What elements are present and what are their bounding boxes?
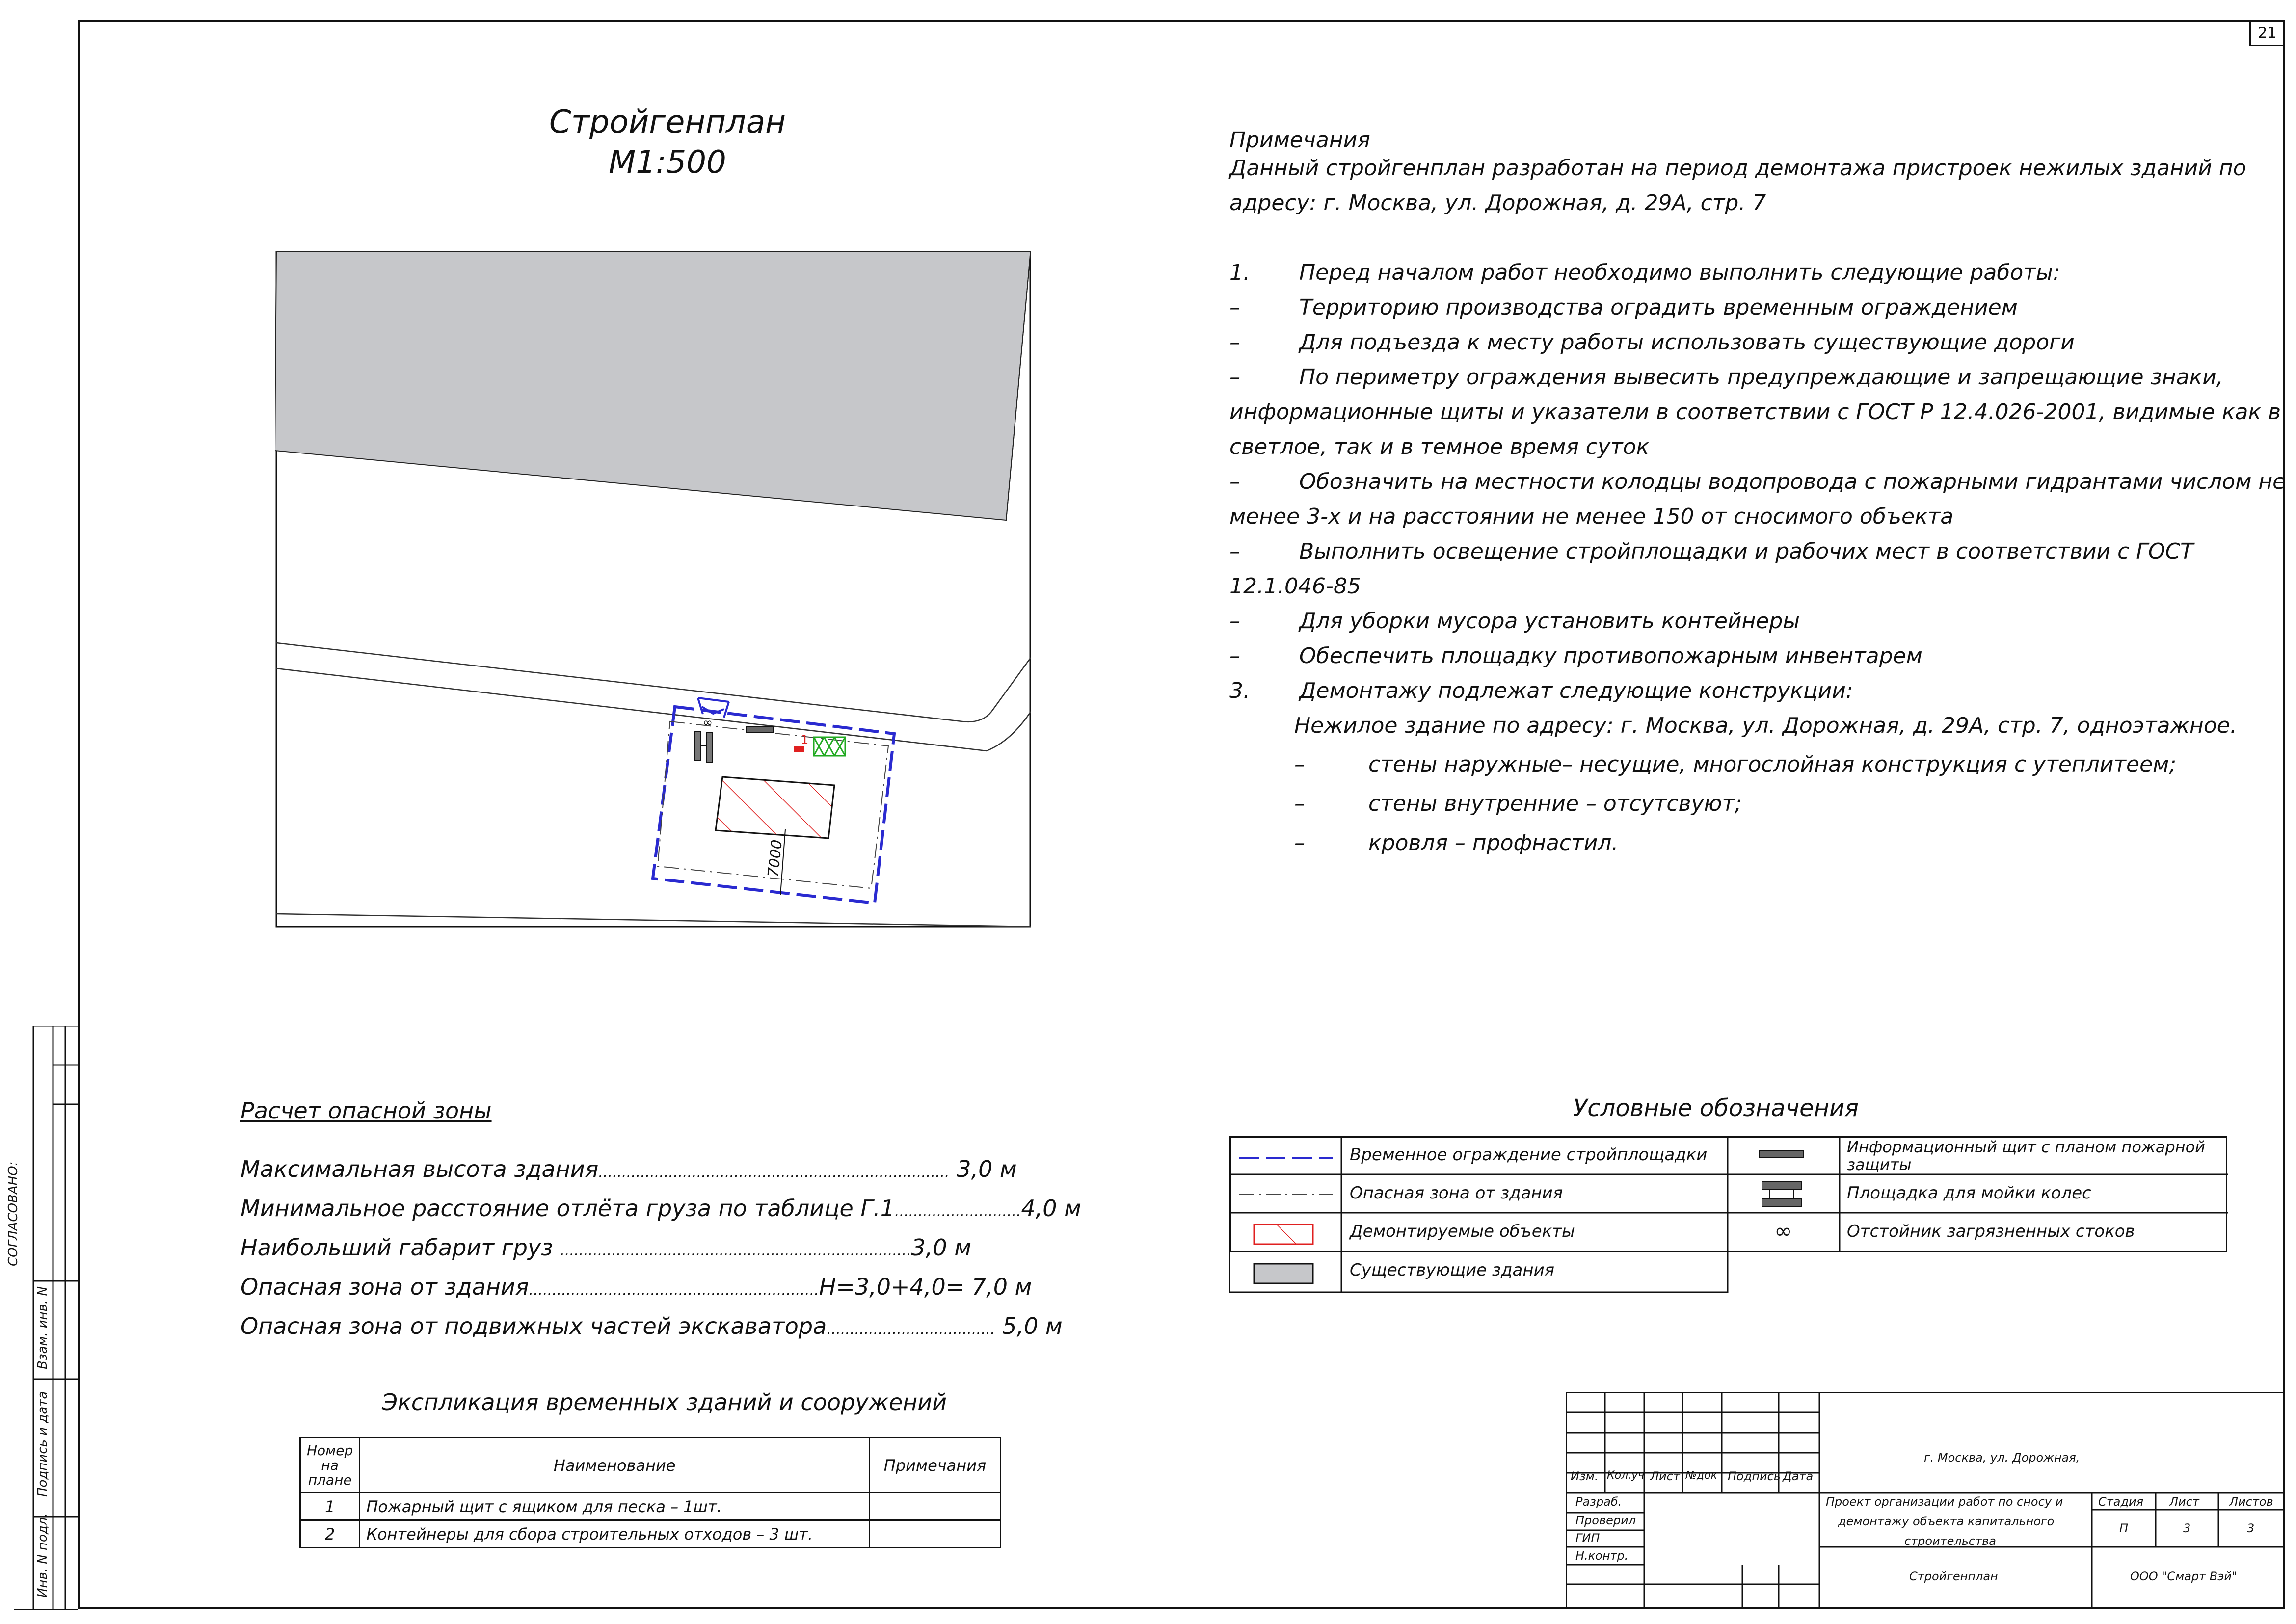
note-2: Территорию производства оградить временным ограждением [1299, 295, 2018, 320]
notes [1229, 123, 2286, 869]
dash: – [1229, 469, 1240, 494]
expl-row: 2 Контейнеры для сбора строительных отходов – 3 шт. [300, 1520, 1001, 1548]
calc-row: Максимальная высота здания........................................................................... 3,0 м [240, 1156, 1017, 1182]
stamp-address: г. Москва, ул. Дорожная, [1924, 1451, 2080, 1464]
stamp-koluch: Кол.уч [1607, 1469, 1645, 1482]
stamp-listov-header: Листов [2229, 1495, 2273, 1509]
expl-col-note: Примечания [870, 1438, 1001, 1493]
site-plan [275, 250, 1033, 930]
legend-danger: Опасная зона от здания [1350, 1183, 1563, 1203]
notes-heading: Примечания [1229, 128, 1370, 153]
calc-row: Опасная зона от здания..............................................................H=3,0+4,0= 7,0 м [240, 1274, 1032, 1300]
fire-shield-icon [794, 746, 804, 752]
note-12: стены внутренние – отсутсвуют; [1368, 791, 1742, 816]
legend-fence: Временное ограждение стройплощадки [1350, 1145, 1708, 1165]
calc-row: Опасная зона от подвижных частей экскаватора.................................... 5,0 м [240, 1313, 1063, 1339]
drawing-title-block [510, 102, 825, 183]
note-num-1: 1. [1229, 260, 1250, 285]
note-8: Обеспечить площадку противопожарным инвентарем [1299, 643, 1922, 668]
stamp-izm: Изм. [1571, 1469, 1599, 1483]
note-4b: информационные щиты и указатели в соответствии с ГОСТ Р 12.4.026-2001, видимые как в [1229, 399, 2281, 425]
marker-label: 1 [801, 733, 809, 746]
legend-sump: Отстойник загрязненных стоков [1847, 1222, 2135, 1241]
calc-heading: Расчет опасной зоны [240, 1097, 492, 1124]
note-num-3: 3. [1229, 678, 1250, 703]
note-9: Демонтажу подлежат следующие конструкции: [1299, 678, 1853, 703]
note-5: Обозначить на местности колодцы водопровода с пожарными гидрантами числом не [1299, 469, 2286, 494]
legend-info-board: Информационный щит с планом пожарной защиты [1847, 1138, 2205, 1174]
dash: – [1229, 643, 1240, 668]
stamp-proveril: Проверил [1575, 1514, 1636, 1527]
expl-col-name: Наименование [360, 1438, 870, 1493]
legend-existing: Существующие здания [1350, 1260, 1555, 1280]
stamp-list: Лист [1650, 1469, 1680, 1483]
note-4c: светлое, так и в темное время суток [1229, 434, 1650, 459]
stamp-podpis: Подпись [1728, 1469, 1781, 1483]
note-6: Выполнить освещение стройплощадки и рабочих мест в соответствии с ГОСТ [1299, 539, 2194, 564]
side-soglasovano: СОГЛАСОВАНО: [6, 1161, 21, 1266]
demolished-object [716, 777, 834, 838]
note-11: стены наружные– несущие, многослойная конструкция с утеплитеем; [1368, 752, 2177, 777]
note-13: кровля – профнастил. [1368, 830, 1619, 855]
expl-col-num: Номер на плане [300, 1438, 360, 1493]
notes-intro-1: Данный стройгенплан разработан на период демонтажа пристроек нежилых зданий по [1229, 156, 2246, 181]
drawing-title: Стройгенплан [549, 104, 786, 140]
drawing-scale: М1:500 [609, 144, 726, 181]
legend-wash: Площадка для мойки колес [1847, 1183, 2091, 1203]
legend [1229, 1136, 2228, 1293]
dash: – [1294, 752, 1305, 777]
stamp-project-3: строительства [1904, 1534, 1996, 1548]
dash: – [1229, 539, 1240, 564]
dash: – [1229, 330, 1240, 355]
note-3: Для подъезда к месту работы использовать существующие дороги [1299, 330, 2075, 355]
side-vzam-inv: Взам. инв. N [35, 1286, 50, 1369]
stamp-data: Дата [1783, 1469, 1814, 1483]
side-inv-podl: Инв. N подл. [35, 1513, 50, 1597]
stamp-stadia: П [2119, 1521, 2129, 1535]
expl-heading: Экспликация временных зданий и сооружений [382, 1389, 947, 1415]
note-6b: 12.1.046-85 [1229, 574, 1361, 599]
stamp-nkontr: Н.контр. [1575, 1549, 1629, 1563]
legend-demolish: Демонтируемые объекты [1350, 1222, 1575, 1241]
note-4: По периметру ограждения вывесить предупреждающие и запрещающие знаки, [1299, 365, 2223, 390]
stamp-company: ООО "Смарт Вэй" [2130, 1570, 2238, 1583]
expl-row: 1 Пожарный щит с ящиком для песка – 1шт. [300, 1493, 1001, 1520]
stamp-ndok: №док [1685, 1469, 1717, 1482]
stamp-stadia-header: Стадия [2098, 1495, 2144, 1509]
sump-icon: ∞ [703, 716, 713, 729]
title-block [1566, 1392, 2285, 1609]
dash: – [1294, 830, 1305, 855]
stamp-listov-value: 3 [2247, 1521, 2255, 1535]
dash: – [1229, 365, 1240, 390]
dash: – [1294, 791, 1305, 816]
note-5b: менее 3-х и на расстоянии не менее 150 от сносимого объекта [1229, 504, 1954, 529]
note-1: Перед началом работ необходимо выполнить следующие работы: [1299, 260, 2060, 285]
sump-symbol-icon: ∞ [1774, 1219, 1792, 1244]
stamp-list-value: 3 [2183, 1521, 2191, 1535]
calc-list [240, 1156, 1085, 1352]
legend-heading: Условные обозначения [1573, 1094, 1859, 1122]
sheet-number: 21 [2249, 20, 2285, 46]
stamp-project-2: демонтажу объекта капитального [1838, 1515, 2055, 1528]
notes-intro-2: адресу: г. Москва, ул. Дорожная, д. 29А, стр. 7 [1229, 190, 1766, 215]
stamp-list-header: Лист [2169, 1495, 2199, 1509]
dimension-label: 7000 [765, 839, 786, 878]
expl-table [299, 1437, 1001, 1548]
stamp-gip: ГИП [1575, 1531, 1600, 1545]
stamp-razrab: Разраб. [1575, 1495, 1622, 1509]
dash: – [1229, 609, 1240, 634]
side-podpis-data: Подпись и дата [35, 1391, 50, 1497]
note-10: Нежилое здание по адресу: г. Москва, ул. Дорожная, д. 29А, стр. 7, одноэтажное. [1294, 713, 2237, 738]
info-board-icon [746, 726, 773, 732]
calc-row: Наибольший габарит груз ...........................................................................3,0 м [240, 1234, 972, 1261]
note-7: Для уборки мусора установить контейнеры [1299, 609, 1800, 634]
dash: – [1229, 295, 1240, 320]
stamp-project-1: Проект организации работ по сносу и [1826, 1495, 2063, 1509]
stamp-sheet-name: Стройгенплан [1909, 1570, 1998, 1583]
calc-row: Минимальное расстояние отлёта груза по таблице Г.1...........................4,0 м [240, 1195, 1081, 1222]
